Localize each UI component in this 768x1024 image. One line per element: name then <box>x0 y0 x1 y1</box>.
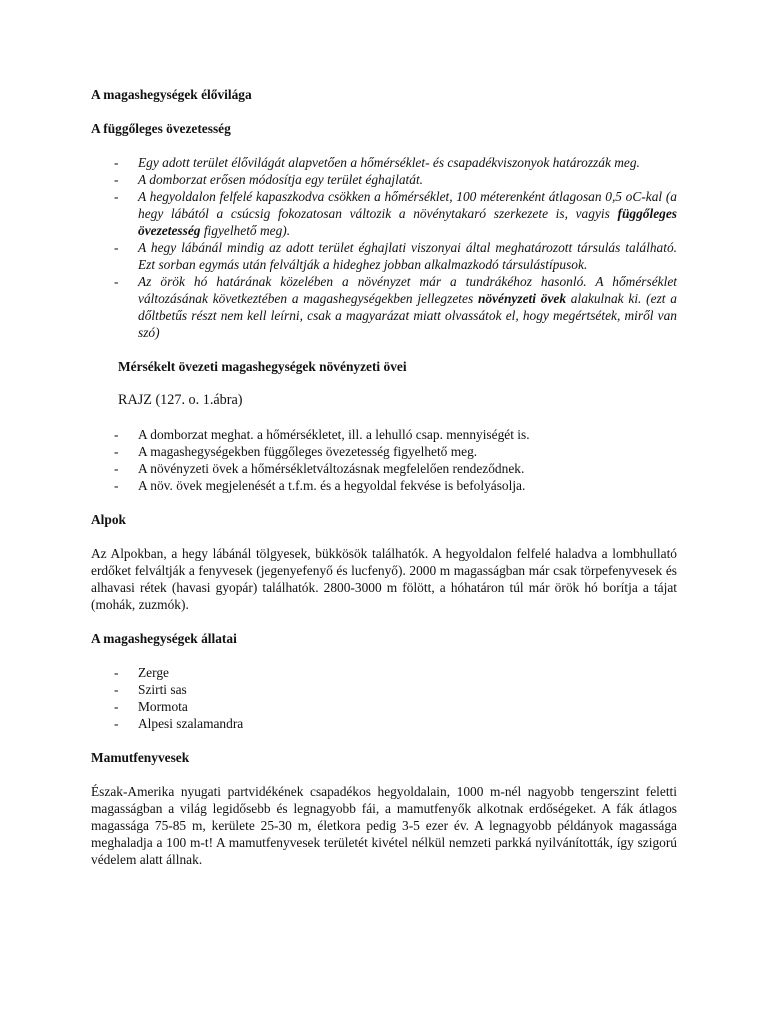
list-item: - A hegyoldalon felfelé kapaszkodva csökken a hőmérséklet, 100 méterenként átlagosan 0,5 oC-kal (a hegy lábától a csúcsig fokozatosan változik a növénytakaró szerkezete is, vagyis függőleges övezetesség figyelhető meg). <box>91 188 677 239</box>
rajz-reference: RAJZ (127. o. 1.ábra) <box>118 392 243 408</box>
list-item: - A növényzeti övek a hőmérsékletváltozásnak megfelelően rendeződnek. <box>91 460 677 477</box>
list-item: - Egy adott terület élővilágát alapvetően a hőmérséklet- és csapadékviszonyok határozzák meg. <box>91 154 677 171</box>
document-page <box>91 86 677 868</box>
novenyzeti-list <box>91 426 677 494</box>
mamutfenyvesek-paragraph: Észak-Amerika nyugati partvidékének csapadékos hegyoldalain, 1000 m-nél nagyobb tengerszint feletti magasságban a világ legidősebb és legnagyobb fái, a mamutfenyők alkotnak erdőségeket. A fák átlagos magassága 75-85 m, kerülete 25-30 m, életkora pedig 3-5 ezer év. A legnagyobb példányok magassága meghaladja a 100 m-t! A mamutfenyvesek területét kivétel nélkül nemzeti parkká nyilvánították, így szigorú védelem alatt állnak. <box>91 784 677 867</box>
list-item: - Szirti sas <box>91 681 677 698</box>
list-item: - A magashegységekben függőleges övezetesség figyelhető meg. <box>91 443 677 460</box>
list-item: - Zerge <box>91 664 677 681</box>
section-heading-novenyzeti-ovek: Mérsékelt övezeti magashegységek növényzeti övei <box>118 359 407 374</box>
list-item: - A hegy lábánál mindig az adott terület éghajlati viszonyai által meghatározott társulás található. Ezt sorban egymás után felváltják a hideghez jobban alkalmazkodó társulástípusok. <box>91 239 677 273</box>
list-item: - A domborzat meghat. a hőmérsékletet, ill. a lehulló csap. mennyiségét is. <box>91 426 677 443</box>
section-heading-mamutfenyvesek: Mamutfenyvesek <box>91 750 190 765</box>
list-item: - Alpesi szalamandra <box>91 715 677 732</box>
bold-term: növényzeti övek <box>477 291 567 306</box>
list-item: - Az örök hó határának közelében a növényzet már a tundrákéhoz hasonló. A hőmérséklet változásának következtében a magashegységekben jellegzetes növényzeti övek alakulnak ki. (ezt a dőltbetűs részt nem kell leírni, csak a magyarázat miatt olvassátok el, hogy megértsétek, miről van szó) <box>91 273 677 341</box>
list-item: - Mormota <box>91 698 677 715</box>
list-item: - A növ. övek megjelenését a t.f.m. és a hegyoldal fekvése is befolyásolja. <box>91 477 677 494</box>
alpok-paragraph: Az Alpokban, a hegy lábánál tölgyesek, bükkösök találhatók. A hegyoldalon felfelé haladva a lombhullató erdőket felváltják a fenyvesek (jegenyefenyő és lucfenyő). 2000 m magasságban már csak törpefenyvesek és alhavasi rétek (havasi gyopár) találhatók. 2800-3000 m fölött, a hóhatáron túl már örök hó borítja a tájat (mohák, zuzmók). <box>91 546 677 612</box>
fuggoleges-list <box>91 154 677 341</box>
allatok-list <box>91 664 677 732</box>
bold-term: függőleges övezetesség <box>138 206 677 238</box>
section-heading-fuggoleges: A függőleges övezetesség <box>91 121 231 136</box>
section-heading-alpok: Alpok <box>91 512 126 527</box>
document-title: A magashegységek élővilága <box>91 87 252 102</box>
section-heading-allatok: A magashegységek állatai <box>91 631 237 646</box>
list-item: - A domborzat erősen módosítja egy terület éghajlatát. <box>91 171 677 188</box>
